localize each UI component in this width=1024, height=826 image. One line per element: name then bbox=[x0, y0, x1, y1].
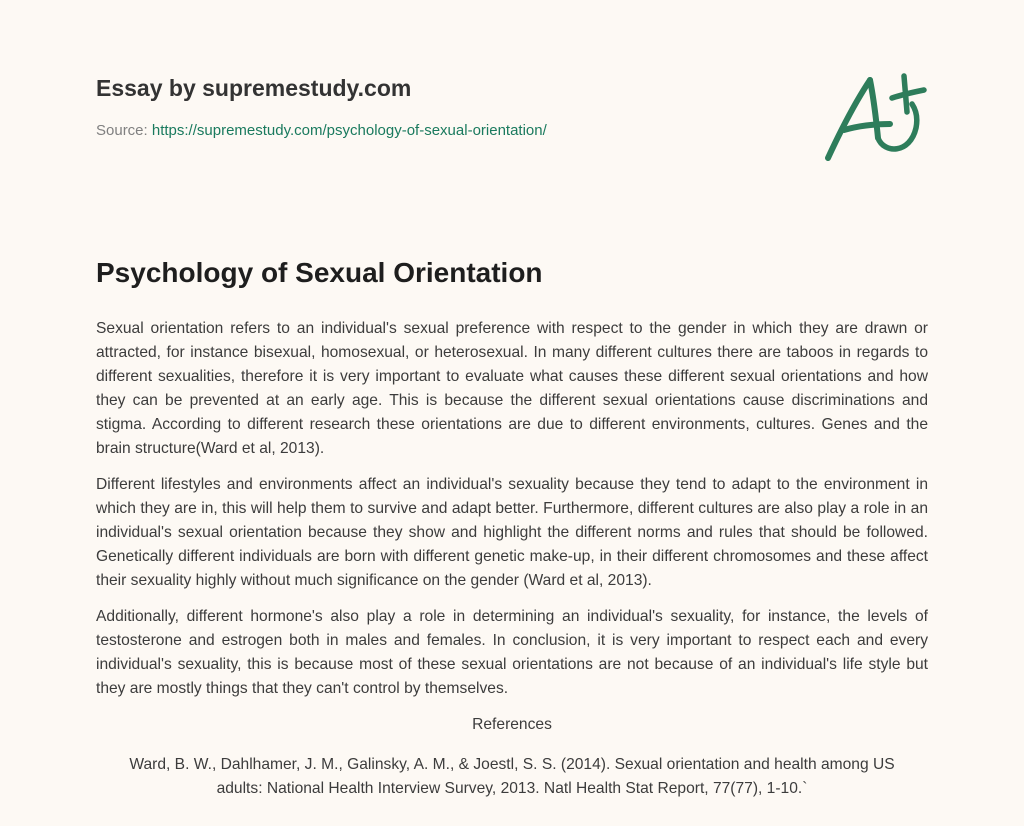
source-line bbox=[96, 122, 796, 140]
reference-item: Ward, B. W., Dahlhamer, J. M., Galinsky, A. M., & Joestl, S. S. (2014). Sexual orientation and health among US adults: National Health Interview Survey, 2013. Natl Health Stat Report, 77(77), 1-10.` bbox=[129, 756, 895, 797]
paragraph-3: Additionally, different hormone's also play a role in determining an individual's sexuality, for instance, the levels of testosterone and estrogen both in males and females. In conclusion, it is very important to respect each and every individual's sexuality, this is because most of these sexual orientations are not because of an individual's life style but they are mostly things that they can't control by themselves. bbox=[96, 608, 928, 697]
paragraph-2: Different lifestyles and environments affect an individual's sexuality because they tend to adapt to the environment in which they are in, this will help them to survive and adapt better. Furthermore, different cultures are also play a role in an individual's sexual orientation because they show and highlight the different norms and rules that should be followed. Genetically different individuals are born with different genetic make-up, in their different chromosomes and these affect their sexuality highly without much significance on the gender (Ward et al, 2013). bbox=[96, 476, 928, 589]
source-link[interactable]: https://supremestudy.com/psychology-of-sexual-orientation/ bbox=[151, 122, 547, 139]
site-title: Essay by supremestudy.com bbox=[96, 75, 412, 101]
essay-title: Psychology of Sexual Orientation bbox=[96, 257, 543, 288]
page-header bbox=[96, 74, 796, 140]
paragraph-1: Sexual orientation refers to an individual's sexual preference with respect to the gender in which they are drawn or attracted, for instance bisexual, homosexual, or heterosexual. In many different cultures there are taboos in regards to different sexualities, therefore it is very important to evaluate what causes these different sexual orientations and how they can be prevented at an early age. This is because the different sexual orientations cause discriminations and stigma. According to different research these orientations are due to different environments, cultures. Genes and the brain structure(Ward et al, 2013). bbox=[96, 320, 928, 457]
source-label: Source: bbox=[96, 122, 152, 139]
a-plus-grade-icon bbox=[818, 62, 938, 172]
references-heading: References bbox=[472, 716, 552, 733]
essay-content bbox=[96, 255, 928, 801]
